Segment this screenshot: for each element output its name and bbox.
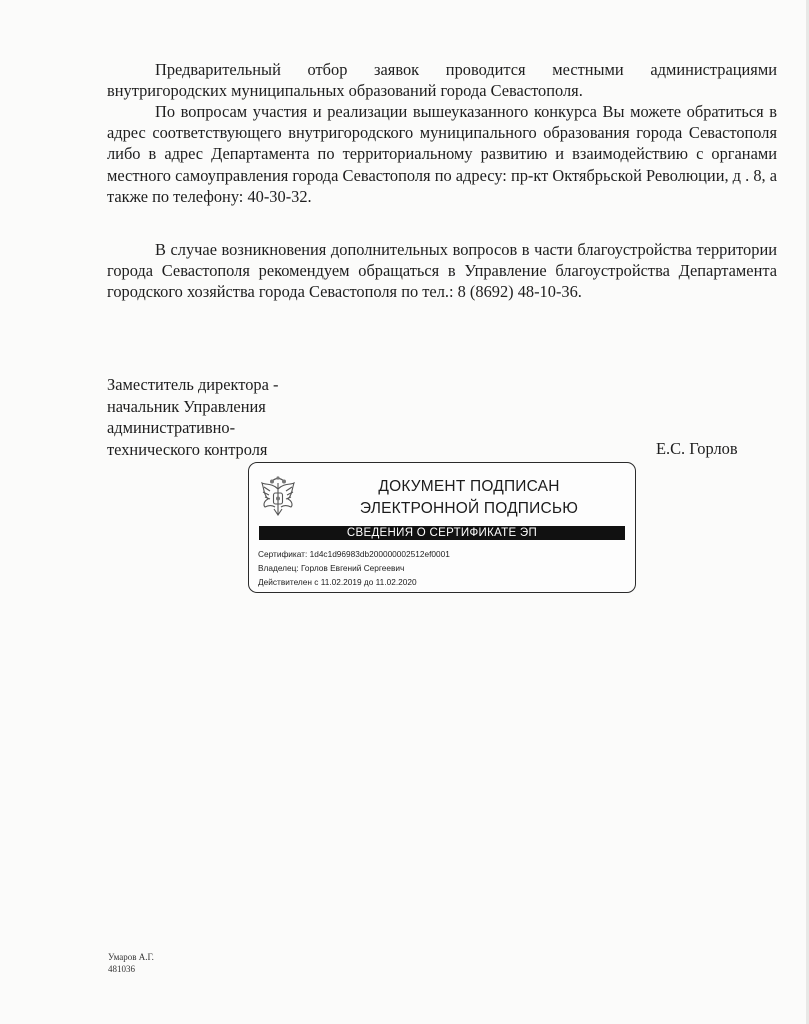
position-line-4: технического контроля (107, 439, 268, 459)
signatory-name: Е.С. Горлов (656, 439, 738, 458)
certificate-owner: Владелец: Горлов Евгений Сергеевич (258, 563, 405, 573)
certificate-validity: Действителен с 11.02.2019 до 11.02.2020 (258, 577, 417, 587)
executor-footer (108, 951, 154, 975)
electronic-signature-stamp (248, 462, 636, 593)
stamp-title-line-1: ДОКУМЕНТ ПОДПИСАН (378, 478, 560, 495)
executor-phone: 481036 (108, 964, 135, 974)
position-line-1: Заместитель директора - (107, 375, 279, 394)
body-paragraph-1: Предварительный отбор заявок проводится местными администрациями внутригородских муниципальных образований города Севастополя. (107, 60, 777, 101)
certificate-header-bar: СВЕДЕНИЯ О СЕРТИФИКАТЕ ЭП (259, 526, 625, 540)
signatory-position (107, 374, 278, 460)
position-line-3: административно- (107, 418, 236, 437)
body-paragraph-3: В случае возникновения дополнительных вопросов в части благоустройства территории города Севастополя рекомендуем обращаться в Управление благоустройства Департамента городского хозяйства города Севастополя по тел.: 8 (8692) 48-10-36. (107, 240, 777, 302)
stamp-title-line-2: ЭЛЕКТРОННОЙ ПОДПИСЬЮ (359, 500, 579, 517)
certificate-number: Сертификат: 1d4c1d96983db200000002512ef0001 (258, 549, 450, 559)
russian-coat-of-arms-icon (258, 475, 298, 519)
position-line-2: начальник Управления (107, 396, 266, 416)
executor-name: Умаров А.Г. (108, 952, 154, 962)
body-paragraph-2: По вопросам участия и реализации вышеуказанного конкурса Вы можете обратиться в адрес соответствующего внутригородского муниципального образования города Севастополя либо в адрес Департамента по территориальному развитию и взаимодействию с органами местного самоуправления города Севастополя по адресу: пр-кт Октябрьской Революции, д . 8, а также по телефону: 40-30-32. (107, 102, 777, 206)
